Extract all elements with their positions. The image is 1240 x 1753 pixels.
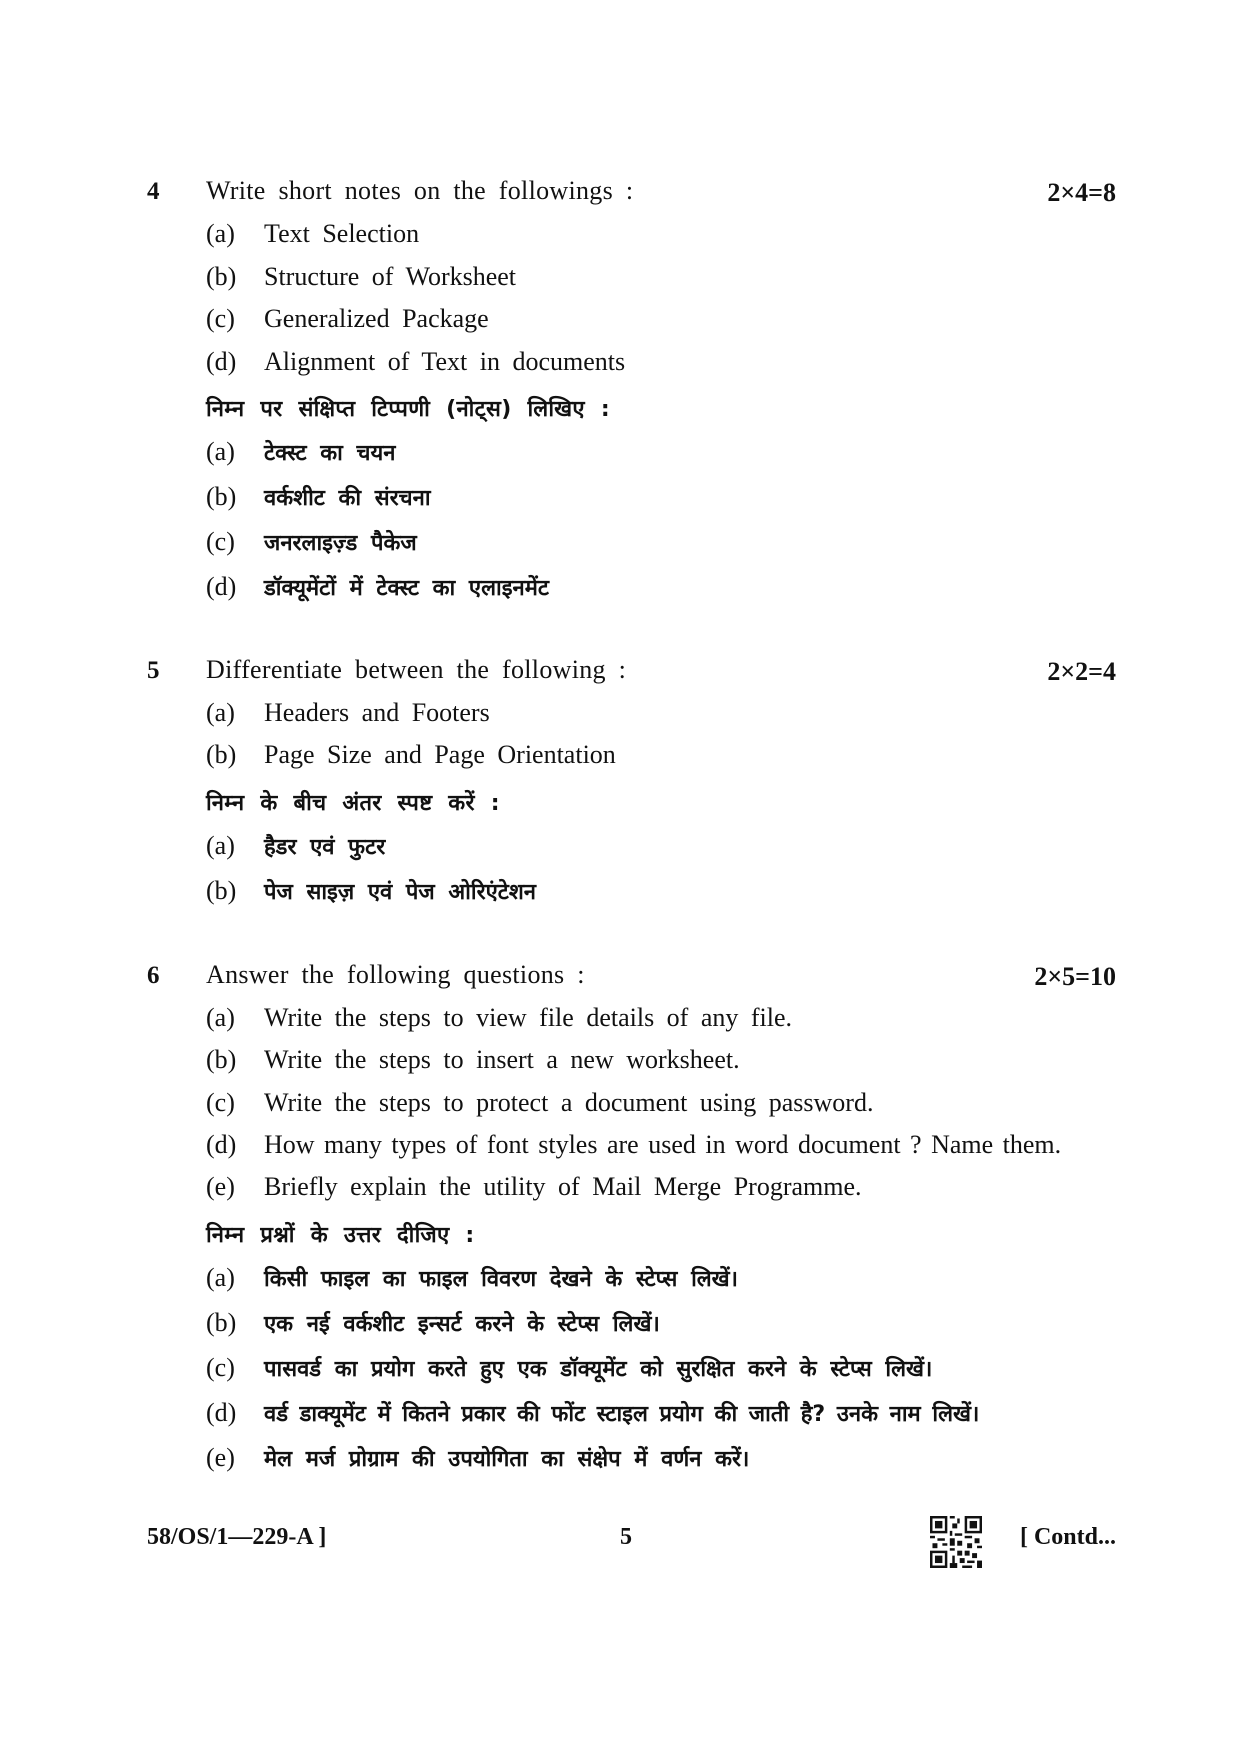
option-en [206,1172,862,1202]
option-label: (e) [206,1172,235,1201]
option-en [206,1130,1061,1160]
question-marks: 2×5=10 [1034,962,1116,991]
option-en [206,740,616,770]
option-label: (a) [206,219,235,248]
option-text: हैडर एवं फुटर [264,835,386,860]
option-hi [206,527,417,557]
option-text: Briefly explain the utility of Mail Merge Programme. [264,1172,862,1201]
option-text: पासवर्ड का प्रयोग करते हुए एक डॉक्यूमेंट को सुरक्षित करने के स्टेप्स लिखें। [264,1357,933,1382]
option-text: Generalized Package [264,304,489,333]
option-en [206,1003,792,1033]
option-text: डॉक्यूमेंटों में टेक्स्ट का एलाइनमेंट [264,576,549,601]
question-text-hi: निम्न प्रश्नों के उत्तर दीजिए : [206,1223,475,1248]
option-label: (a) [206,1263,235,1292]
option-label: (e) [206,1443,235,1472]
question-text-en: Differentiate between the following : [206,655,627,684]
option-text: Write the steps to insert a new worksheet. [264,1045,740,1074]
question-number: 5 [147,657,160,684]
option-text: किसी फाइल का फाइल विवरण देखने के स्टेप्स लिखें। [264,1267,739,1292]
option-hi [206,1353,932,1383]
question-text-en: Answer the following questions : [206,960,585,989]
option-en [206,347,625,377]
option-hi [206,876,536,906]
option-label: (b) [206,740,237,769]
option-hi [206,831,385,861]
question-text-en: Write short notes on the followings : [206,176,634,205]
option-en [206,1088,873,1118]
option-label: (a) [206,437,235,466]
option-label: (a) [206,831,235,860]
option-label: (b) [206,876,237,905]
option-text: पेज साइज़ एवं पेज ओरिएंटेशन [264,880,536,905]
option-label: (b) [206,482,237,511]
option-label: (d) [206,1130,237,1159]
option-text: Write the steps to view file details of any file. [264,1003,793,1032]
question-number: 4 [147,178,160,205]
continued-label: [ Contd... [1019,1524,1116,1550]
option-text: टेक्स्ट का चयन [264,441,396,466]
option-hi [206,1263,738,1293]
option-text: एक नई वर्कशीट इन्सर्ट करने के स्टेप्स लिखें। [264,1312,660,1337]
option-hi [206,482,431,512]
option-hi [206,1398,979,1428]
option-label: (c) [206,527,235,556]
option-en [206,1045,740,1075]
option-hi [206,572,549,602]
option-en [206,262,516,292]
option-label: (d) [206,347,237,376]
option-hi [206,1308,660,1338]
qr-code-icon [930,1516,982,1568]
option-en [206,219,419,249]
option-label: (b) [206,1045,237,1074]
question-text-hi: निम्न पर संक्षिप्त टिप्पणी (नोट्स) लिखिए : [206,397,610,422]
page-number: 5 [620,1524,632,1550]
option-text: How many types of font styles are used in word document ? Name them. [264,1130,1062,1159]
option-text: वर्कशीट की संरचना [264,486,431,511]
option-hi [206,437,395,467]
option-text: मेल मर्ज प्रोग्राम की उपयोगिता का संक्षेप में वर्णन करें। [264,1447,750,1472]
question-text-hi: निम्न के बीच अंतर स्पष्ट करें : [206,791,500,816]
option-text: Alignment of Text in documents [264,347,626,376]
option-label: (d) [206,1398,237,1427]
option-text: Write the steps to protect a document using password. [264,1088,874,1117]
option-label: (b) [206,1308,237,1337]
option-label: (b) [206,262,237,291]
option-text: Headers and Footers [264,698,490,727]
option-label: (a) [206,698,235,727]
option-text: वर्ड डाक्यूमेंट में कितने प्रकार की फोंट स्टाइल प्रयोग की जाती है? उनके नाम लिखें। [264,1402,980,1427]
option-text: Page Size and Page Orientation [264,740,616,769]
paper-code: 58/OS/1—229-A ] [147,1524,327,1550]
option-text: जनरलाइज़्ड पैकेज [264,531,417,556]
question-marks: 2×4=8 [1047,178,1116,207]
option-label: (c) [206,1088,235,1117]
option-hi [206,1443,749,1473]
option-label: (c) [206,304,235,333]
option-en [206,304,489,334]
option-label: (d) [206,572,237,601]
question-marks: 2×2=4 [1047,657,1116,686]
option-text: Text Selection [264,219,420,248]
option-label: (a) [206,1003,235,1032]
question-number: 6 [147,962,160,989]
option-label: (c) [206,1353,235,1382]
option-en [206,698,490,728]
option-text: Structure of Worksheet [264,262,517,291]
